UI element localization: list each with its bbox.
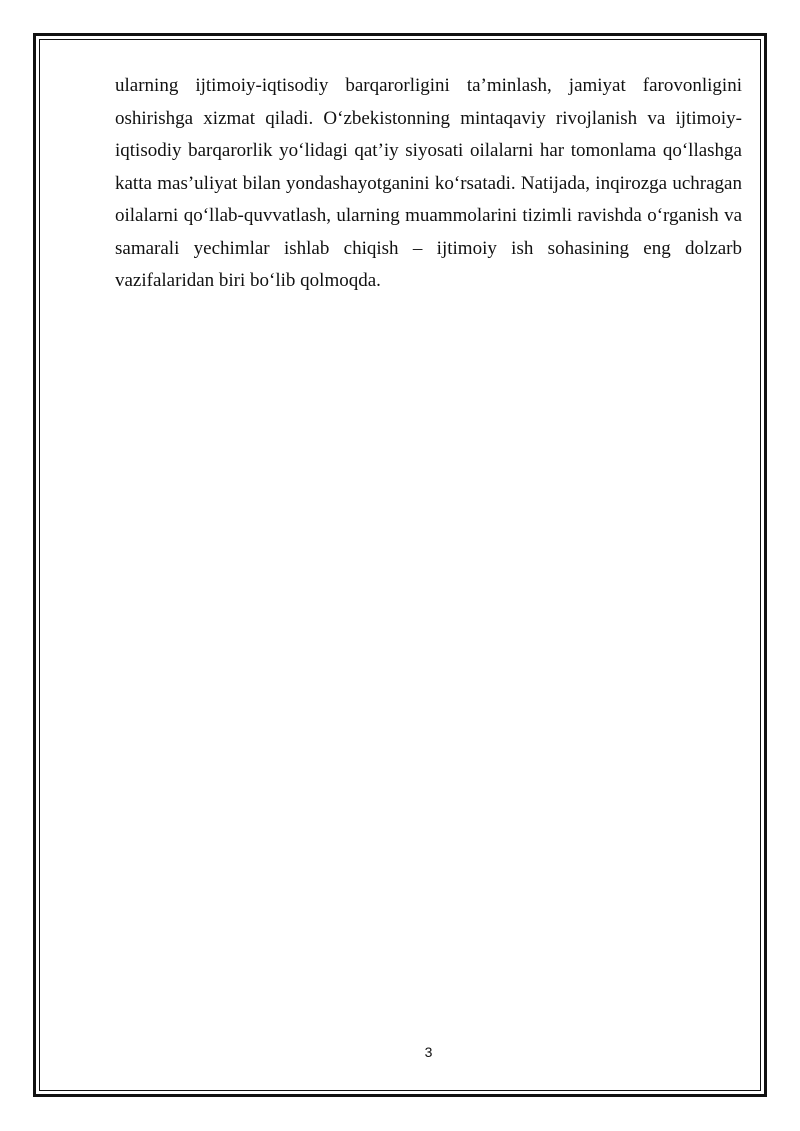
page-number: 3 [424,1044,433,1060]
body-paragraph: ularning ijtimoiy-iqtisodiy barqarorligini ta’minlash, jamiyat farovonligini oshirishga xizmat qiladi. O‘zbekistonning mintaqaviy rivojlanish va ijtimoiy-iqtisodiy barqarorlik yo‘lidagi qat’iy siyosati oilalarni har tomonlama qo‘llashga katta mas’uliyat bilan yondashayotganini ko‘rsatadi. Natijada, inqirozga uchragan oilalarni qo‘llab-quvvatlash, ularning muammolarini tizimli ravishda o‘rganish va samarali yechimlar ishlab chiqish – ijtimoiy ish sohasining eng dolzarb vazifalaridan biri bo‘lib qolmoqda. [115,75,742,291]
